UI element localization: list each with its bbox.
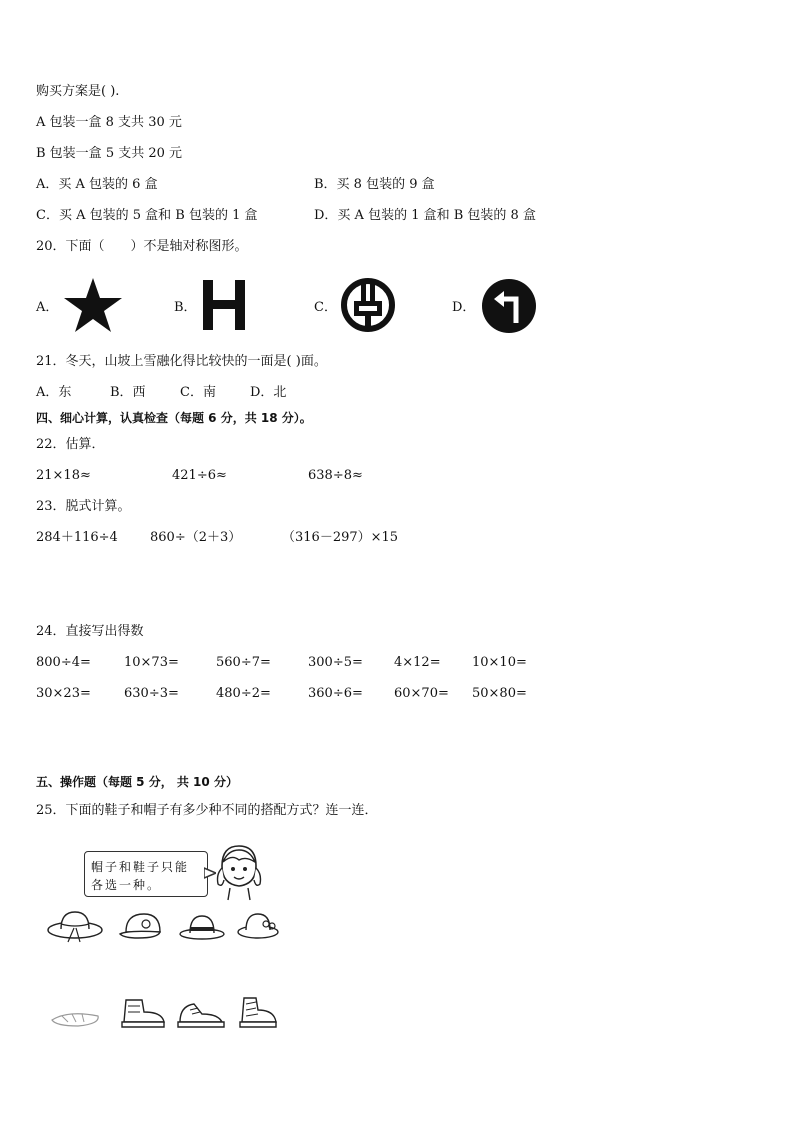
q20-label-d: D． (452, 300, 476, 315)
q22-stem: 22．估算． (36, 437, 105, 452)
sandal-icon (48, 1002, 102, 1030)
high-top-icon (236, 994, 280, 1030)
q23-item-3: （316－297）×15 (282, 530, 399, 545)
q20-label-b: B． (174, 300, 197, 315)
q21-option-b: B．西 (110, 385, 146, 400)
q24-stem: 24．直接写出得数 (36, 624, 144, 639)
q24-r2-6: 50×80= (472, 686, 527, 701)
q19-stem: 购买方案是( ). (36, 84, 120, 99)
q24-r1-1: 800÷4= (36, 655, 91, 670)
section5-title: 五、操作题（每题 5 分， 共 10 分） (36, 775, 238, 789)
q22-item-3: 638÷8≈ (308, 468, 363, 483)
letter-h-icon (200, 278, 248, 332)
q19-option-d: D．买 A 包装的 1 盒和 B 包装的 8 盒 (314, 208, 536, 223)
q20-label-a: A． (36, 300, 59, 315)
q21-option-c: C．南 (180, 385, 216, 400)
q19-option-a: A．买 A 包装的 6 盒 (36, 177, 158, 192)
q23-item-2: 860÷（2＋3） (150, 530, 242, 545)
fedora-icon (178, 910, 226, 942)
boot-icon (118, 994, 168, 1030)
q24-r1-5: 4×12= (394, 655, 441, 670)
q20-stem: 20．下面（ ）不是轴对称图形。 (36, 239, 248, 254)
star-icon (62, 276, 124, 334)
q24-r1-3: 560÷7= (216, 655, 271, 670)
q25-stem: 25．下面的鞋子和帽子有多少种不同的搭配方式？连一连． (36, 803, 378, 818)
speech-bubble (84, 851, 208, 897)
section4-title: 四、细心计算，认真检查（每题 6 分，共 18 分）。 (36, 411, 312, 425)
q19-pack-a: A 包装一盒 8 支共 30 元 (36, 115, 182, 130)
q20-label-c: C． (314, 300, 337, 315)
q22-item-2: 421÷6≈ (172, 468, 227, 483)
cap-icon (118, 908, 166, 944)
bubble-line-2: 各选一种。 (91, 878, 162, 892)
q23-stem: 23．脱式计算。 (36, 499, 131, 514)
q23-item-1: 284＋116÷4 (36, 530, 118, 545)
sun-hat-icon (46, 908, 104, 944)
q24-r2-5: 60×70= (394, 686, 449, 701)
sneaker-icon (176, 996, 226, 1030)
q24-r2-3: 480÷2= (216, 686, 271, 701)
q19-pack-b: B 包装一盒 5 支共 20 元 (36, 146, 183, 161)
bubble-line-1: 帽子和鞋子只能 (91, 860, 190, 874)
q24-r1-6: 10×10= (472, 655, 527, 670)
q24-r1-2: 10×73= (124, 655, 179, 670)
q19-option-c: C．买 A 包装的 5 盒和 B 包装的 1 盒 (36, 208, 258, 223)
q21-option-d: D．北 (250, 385, 287, 400)
turn-left-sign-icon (480, 277, 538, 335)
q24-r2-4: 360÷6= (308, 686, 363, 701)
bow-hat-icon (236, 908, 282, 942)
q22-item-1: 21×18≈ (36, 468, 91, 483)
q19-option-b: B．买 8 包装的 9 盒 (314, 177, 435, 192)
girl-avatar-icon (214, 842, 264, 902)
q24-r2-1: 30×23= (36, 686, 91, 701)
q24-r1-4: 300÷5= (308, 655, 363, 670)
bank-logo-icon (340, 277, 396, 333)
q21-option-a: A．东 (36, 385, 72, 400)
q21-stem: 21．冬天，山坡上雪融化得比较快的一面是( )面。 (36, 354, 327, 369)
q24-r2-2: 630÷3= (124, 686, 179, 701)
